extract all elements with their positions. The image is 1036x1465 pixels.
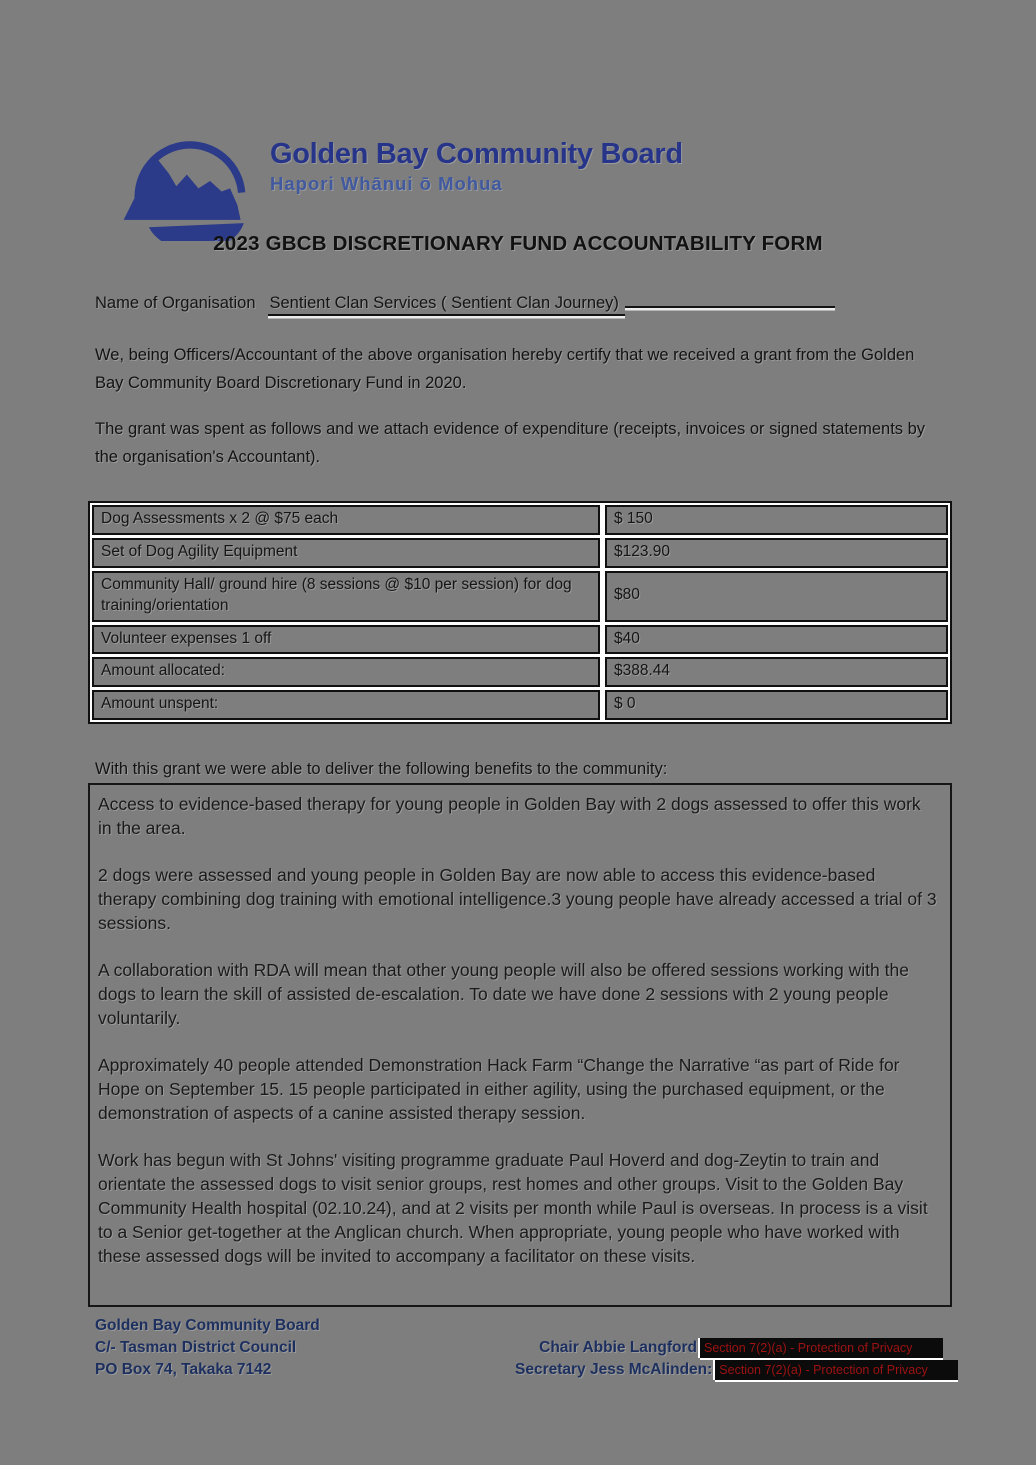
expense-amount-cell: $123.90 (605, 538, 948, 568)
benefit-paragraph: Approximately 40 people attended Demonstration Hack Farm “Change the Narrative “as part of Ride for Hope on September 15. 15 people participated in either agility, using the purchased equipment, or the demonstration of aspects of a canine assisted therapy session. (98, 1055, 900, 1124)
benefit-paragraph: 2 dogs were assessed and young people in Golden Bay are now able to access this evidence-based therapy combining dog training with emotional intelligence.3 young people have already accessed a trial of 3 sessions. (98, 865, 937, 934)
logo-subtitle: Hapori Whānui ō Mohua (270, 173, 503, 195)
document-footer (95, 1315, 943, 1381)
expense-item-cell: Amount allocated: (92, 657, 600, 687)
footer-address-line: C/- Tasman District Council (95, 1339, 297, 1357)
logo-text-block (270, 123, 683, 195)
organisation-underline (625, 290, 835, 308)
expense-amount-cell: $80 (605, 571, 948, 622)
footer-row (95, 1315, 943, 1337)
expense-item-cell: Community Hall/ ground hire (8 sessions @ $10 per session) for dog training/orientation (92, 571, 600, 622)
expenditure-table (88, 501, 952, 724)
form-title: 2023 GBCB DISCRETIONARY FUND ACCOUNTABILITY FORM (213, 232, 823, 255)
golden-bay-logo-icon (116, 123, 264, 241)
chair-signature-row (515, 1338, 943, 1358)
expense-amount-cell: $ 150 (605, 505, 948, 535)
footer-row (95, 1337, 943, 1359)
benefit-paragraph: Access to evidence-based therapy for young people in Golden Bay with 2 dogs assessed to offer this work in the area. (98, 794, 921, 839)
table-row (92, 657, 948, 687)
benefit-paragraph: A collaboration with RDA will mean that other young people will also be offered sessions working with the dogs to learn the skill of assisted de-escalation. To date we have done 2 sessions with 2 young people voluntarily. (98, 960, 909, 1029)
organisation-label: Name of Organisation (95, 294, 256, 312)
table-row (92, 625, 948, 655)
expenditure-paragraph: The grant was spent as follows and we attach evidence of expenditure (receipts, invoices or signed statements by the organisation's Accountant). (95, 420, 926, 467)
logo-title: Golden Bay Community Board (270, 138, 683, 170)
document-header (0, 0, 1036, 238)
benefit-paragraph: Work has begun with St Johns' visiting programme graduate Paul Hoverd and dog-Zeytin to train and orientate the assessed dogs to visit senior groups, rest homes and other groups. Visit to the Golden Bay Community Health hospital (02.10.24), and at 2 visits per month while Paul is overseas. In process is a visit to a Senior get-together at the Anglican church. When appropriate, young people who have worked with these assessed dogs will be invited to accompany a facilitator on these visits. (98, 1149, 928, 1266)
expense-amount-cell: $40 (605, 625, 948, 655)
secretary-label: Secretary Jess McAlinden: (515, 1361, 713, 1379)
expense-item-cell: Amount unspent: (92, 690, 600, 720)
footer-address-line: PO Box 74, Takaka 7142 (95, 1361, 272, 1379)
organisation-value: Sentient Clan Services ( Sentient Clan Journey) (268, 294, 625, 316)
expense-item-cell: Set of Dog Agility Equipment (92, 538, 600, 568)
footer-row (95, 1359, 943, 1381)
footer-org-name: Golden Bay Community Board (95, 1317, 320, 1335)
table-row (92, 505, 948, 535)
chair-label: Chair Abbie Langford (539, 1339, 697, 1357)
organisation-field (95, 290, 835, 316)
benefits-intro: With this grant we were able to deliver the following benefits to the community: (95, 760, 668, 779)
secretary-redaction-box: Section 7(2)(a) - Protection of Privacy (715, 1360, 958, 1380)
expense-amount-cell: $388.44 (605, 657, 948, 687)
expense-item-cell: Dog Assessments x 2 @ $75 each (92, 505, 600, 535)
expense-item-cell: Volunteer expenses 1 off (92, 625, 600, 655)
expense-amount-cell: $ 0 (605, 690, 948, 720)
certification-paragraph: We, being Officers/Accountant of the above organisation hereby certify that we received a grant from the Golden Bay Community Board Discretionary Fund in 2020. (95, 346, 915, 392)
chair-redaction-box: Section 7(2)(a) - Protection of Privacy (700, 1338, 943, 1358)
benefits-box (88, 783, 952, 1307)
secretary-signature-row (515, 1360, 958, 1380)
table-row (92, 690, 948, 720)
table-row (92, 571, 948, 622)
table-row (92, 538, 948, 568)
